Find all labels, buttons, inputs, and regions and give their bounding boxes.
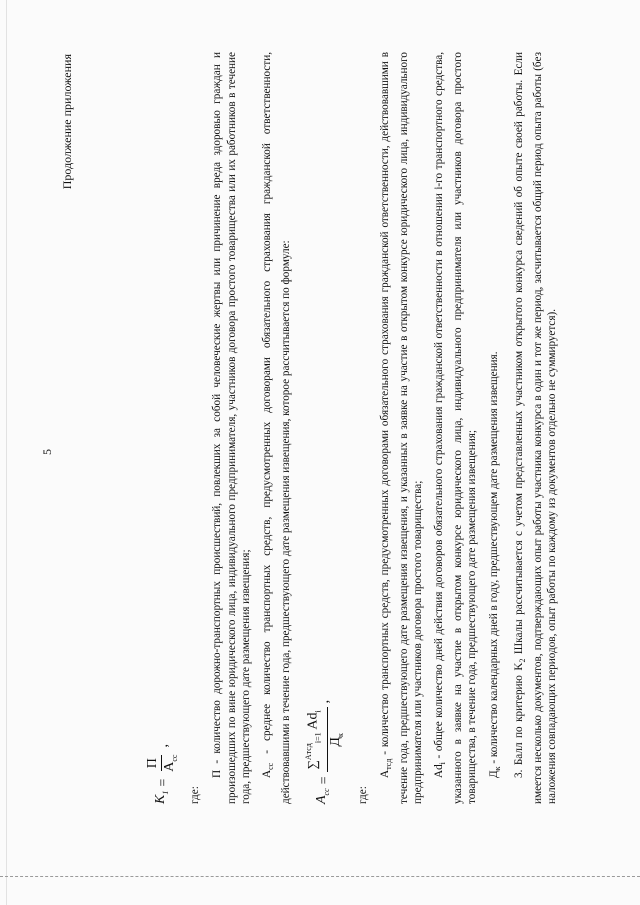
where-label-2: где: bbox=[357, 786, 370, 804]
formula-k1-denominator: $A_{cc}$ bbox=[162, 754, 179, 772]
document-body bbox=[144, 52, 566, 804]
formula-acc bbox=[300, 52, 350, 804]
formula-acc-lhs: $A_{cc}$ bbox=[314, 788, 332, 804]
formula-acc-equals: = bbox=[316, 776, 332, 785]
definition-acc: $A_{cc}$ - среднее количество транспортных средств, предусмотренных договорами обязательного страхования гражданской ответственности, действовавшими в течение года, предшествующего дате размещения извещения, которое рассчитывается по формуле: bbox=[261, 52, 292, 804]
formula-acc-numerator: ∑$^{Aтсд}_{i=1}$ $Ad_i$ bbox=[302, 707, 328, 772]
formula-k1-fraction bbox=[146, 752, 182, 775]
formula-k1-comma: , bbox=[155, 744, 171, 748]
definition-adi: $Ad_i$ - общее количество дней действия договоров обязательного страхования гражданской ответственности в отношении i-го транспортного средства, указанного в заявке на участие в открытом конкурсе юридического лица, индивидуального предпринимателя или участников договора простого товарищества, в течение года, предшествующего дате размещения извещения; bbox=[433, 52, 479, 804]
formula-acc-fraction bbox=[302, 707, 348, 772]
definition-atsd: $A_{тсд}$ - количество транспортных средств, предусмотренных договорами обязательного страхования гражданской ответственности, действовавшими в течение года, предшествующего дате размещения извещения, и указанных в заявке на участие в открытом конкурсе юридического лица, индивидуального предпринимателя или участников договора простого товарищества; bbox=[379, 52, 425, 804]
scan-left-edge bbox=[6, 0, 7, 905]
formula-k1 bbox=[146, 52, 182, 804]
definition-p: П - количество дорожно-транспортных происшествий, повлекших за собой человеческие жертвы или причинение вреда здоровью граждан и произошедших по вине юридического лица, индивидуального предпринимателя, участников договора простого товарищества или их работников в течение года, предшествующего дате размещения извещения; bbox=[211, 52, 252, 804]
definition-dk: $Д_к$ - количество календарных дней в году, предшествующем дате размещения извещения. bbox=[487, 351, 502, 778]
paragraph-3: 3. Балл по критерию $K_2$ Шкалы рассчитывается с учетом представленных участником открытого конкурса сведений об опыте своей работы. Если имеется несколько документов, подтверждающих опыт работы участника конкурса в один и тот же период, засчитывается общий период опыта работы (без наложения совпадающих периодов, опыт работы по каждому из документов отдельно не суммируется). bbox=[513, 51, 558, 804]
formula-k1-equals: = bbox=[155, 778, 171, 787]
formula-k1-numerator: П bbox=[146, 755, 162, 771]
formula-k1-lhs: $K_1$ bbox=[153, 790, 171, 804]
formula-acc-comma: , bbox=[316, 699, 332, 704]
formula-acc-denominator: $Д_к$ bbox=[327, 733, 345, 747]
rotated-document-page bbox=[20, 12, 620, 892]
annex-caption: Продолжение приложения bbox=[60, 54, 74, 190]
page-number: 5 bbox=[40, 449, 54, 455]
where-label-1: где: bbox=[189, 786, 201, 804]
